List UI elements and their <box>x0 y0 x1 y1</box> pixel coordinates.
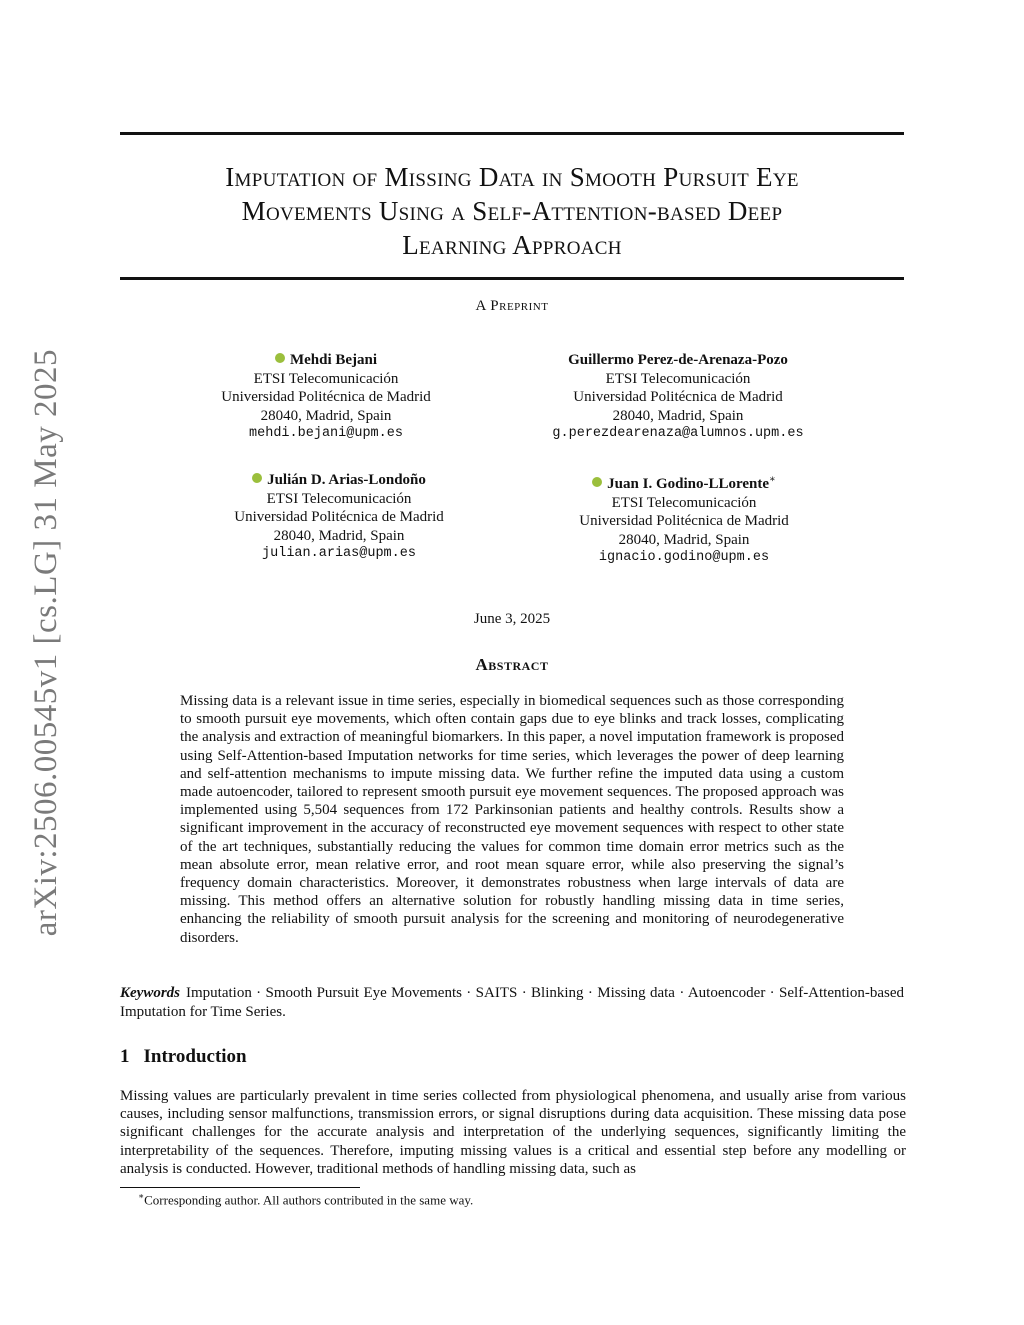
footnote-mark: ∗ <box>138 1191 145 1201</box>
publication-date: June 3, 2025 <box>473 611 551 627</box>
corresponding-author-mark: ∗ <box>769 474 776 485</box>
author-email[interactable]: g.perezdearenaza@alumnos.upm.es <box>552 426 804 441</box>
author-block <box>174 471 504 564</box>
author-name: Julián D. Arias-Londoño <box>267 472 426 488</box>
author-department: ETSI Telecomunicación <box>266 490 412 507</box>
orcid-icon[interactable] <box>275 353 285 363</box>
author-city: 28040, Madrid, Spain <box>618 531 750 548</box>
section-number: 1 <box>120 1046 130 1067</box>
author-name-row <box>519 471 849 494</box>
footnote-divider <box>120 1187 360 1188</box>
author-department: ETSI Telecomunicación <box>253 370 399 387</box>
author-department: ETSI Telecomunicación <box>611 494 757 511</box>
orcid-icon[interactable] <box>592 477 602 487</box>
section-heading <box>120 1046 247 1068</box>
footnote-text: Corresponding author. All authors contributed in the same way. <box>144 1192 474 1208</box>
title-rule-top <box>120 132 904 135</box>
author-block <box>519 471 849 568</box>
author-block <box>513 351 843 444</box>
footnote <box>138 1191 473 1208</box>
arxiv-identifier-stamp <box>24 345 68 940</box>
title-line-1: Imputation of Missing Data in Smooth Pursuit Eye <box>225 162 799 192</box>
author-email[interactable]: julian.arias@upm.es <box>262 546 416 561</box>
keywords-list: Imputation · Smooth Pursuit Eye Movements · SAITS · Blinking · Missing data · Autoencoder · Self-Attention-based Imputation for Time Series. <box>120 985 904 1020</box>
author-city: 28040, Madrid, Spain <box>260 407 392 424</box>
title-rule-bottom <box>120 277 904 280</box>
author-city: 28040, Madrid, Spain <box>612 407 744 424</box>
author-university: Universidad Politécnica de Madrid <box>579 513 789 529</box>
orcid-icon[interactable] <box>252 473 262 483</box>
author-university: Universidad Politécnica de Madrid <box>573 389 783 405</box>
author-name-row <box>174 471 504 490</box>
title-line-3: Learning Approach <box>402 230 622 260</box>
author-name: Mehdi Bejani <box>289 352 378 368</box>
author-city: 28040, Madrid, Spain <box>273 527 405 544</box>
author-name: Guillermo Perez-de-Arenaza-Pozo <box>568 352 788 368</box>
keywords-label: Keywords <box>120 985 180 1001</box>
author-block <box>161 351 491 444</box>
keywords-paragraph <box>120 984 904 1021</box>
introduction-paragraph: Missing values are particularly prevalent in time series collected from physiological phenomena, and usually arise from various causes, including sensor malfunctions, transmission errors, or signal disruptions during data acquisition. These missing data pose significant challenges for the accurate analysis and interpretation of the underlying sequences, significantly limiting the interpretability of the sequences. Therefore, imputing missing values is a critical and essential step before any modelling or analysis is conducted. However, traditional methods of handling missing data, such as <box>120 1088 906 1177</box>
author-email[interactable]: ignacio.godino@upm.es <box>598 550 770 565</box>
author-email[interactable]: mehdi.bejani@upm.es <box>249 426 403 441</box>
author-name-row <box>161 351 491 370</box>
arxiv-identifier-text: arXiv:2506.00545v1 [cs.LG] 31 May 2025 <box>27 348 64 937</box>
author-department: ETSI Telecomunicación <box>605 370 751 387</box>
section-title: Introduction <box>143 1046 247 1067</box>
preprint-label: A Preprint <box>475 298 549 314</box>
abstract-body: Missing data is a relevant issue in time series, especially in biomedical sequences such as those corresponding to smooth pursuit eye movements, which often contain gaps due to eye blinks and track losses, complicating the analysis and extraction of meaningful biomarkers. In this paper, a novel imputation framework is proposed using Self-Attention-based Imputation networks for time series, which leverages the power of deep learning and self-attention mechanisms to impute missing data. We further refine the imputed data using a custom made autoencoder, tailored to represent smooth pursuit eye movement sequences. The proposed approach was implemented using 5,504 sequences from 172 Parkinsonian patients and healthy controls. Results show a significant improvement in the accuracy of reconstructed eye movement sequences with respect to other state of the art techniques, substantially reducing the values for common time domain error metrics such as the mean absolute error, mean relative error, and root mean square error, while also preserving the signal’s frequency domain characteristics. Moreover, it demonstrates robustness when large intervals of data are missing. This method offers an alternative solution for robustly handling missing data in time series, enhancing the reliability of smooth pursuit analysis for the screening and monitoring of neurodegenerative disorders. <box>180 693 844 946</box>
author-university: Universidad Politécnica de Madrid <box>234 509 444 525</box>
author-university: Universidad Politécnica de Madrid <box>221 389 431 405</box>
author-name: Juan I. Godino-LLorente <box>607 476 770 492</box>
paper-title <box>120 160 904 262</box>
title-line-2: Movements Using a Self-Attention-based Deep <box>241 196 783 226</box>
author-name-row <box>513 351 843 370</box>
abstract-heading: Abstract <box>475 655 549 674</box>
